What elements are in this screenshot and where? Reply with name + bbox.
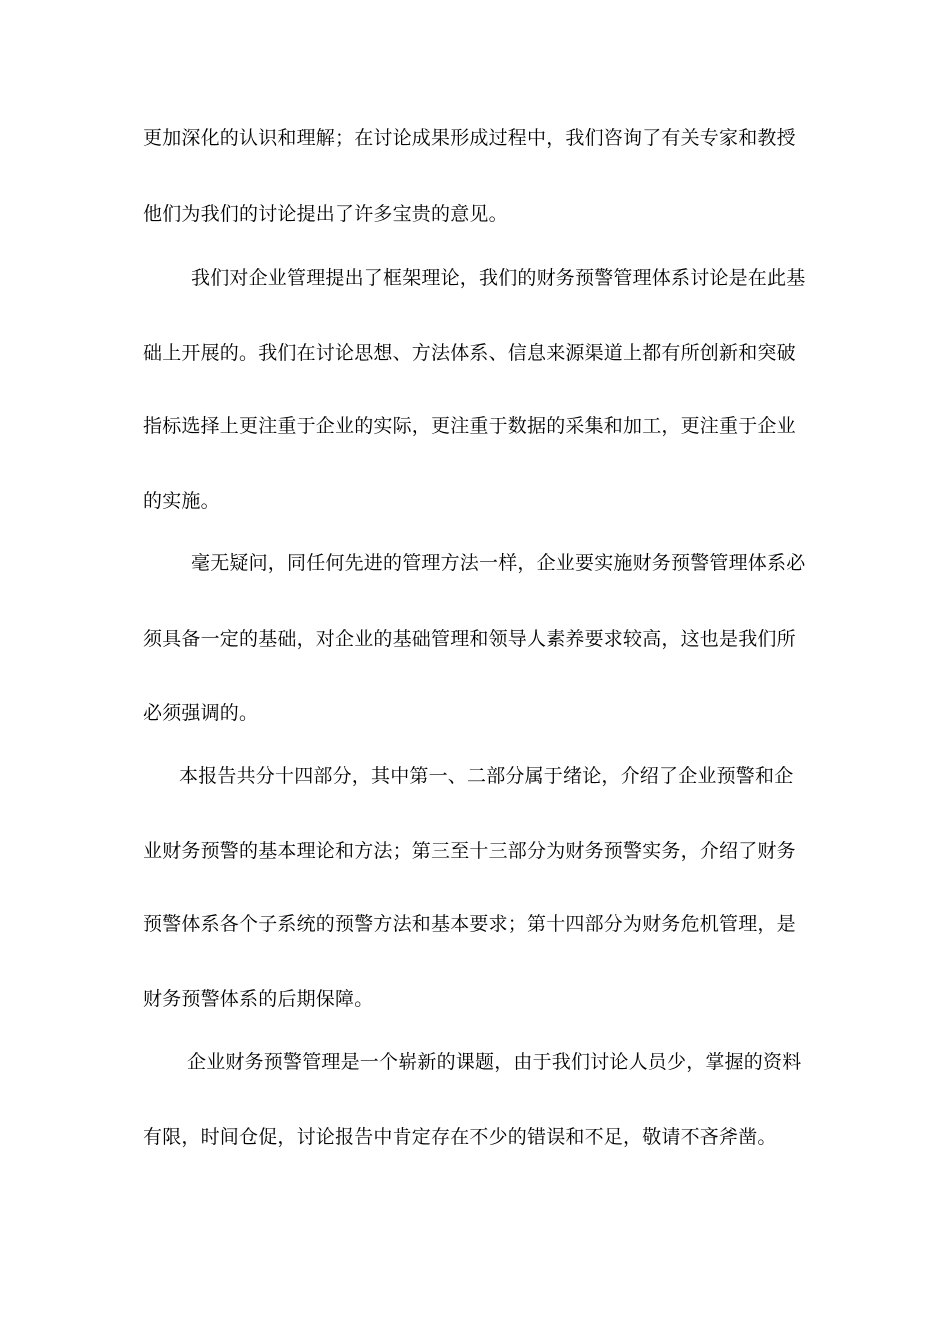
text-line-15: 有限，时间仓促，讨论报告中肯定存在不少的错误和不足，敬请不吝斧凿。 — [143, 1126, 777, 1148]
text-line-12: 预警体系各个子系统的预警方法和基本要求；第十四部分为财务危机管理，是 — [143, 913, 796, 935]
text-line-8: 须具备一定的基础，对企业的基础管理和领导人素养要求较高，这也是我们所 — [143, 628, 796, 650]
text-line-10: 本报告共分十四部分，其中第一、二部分属于绪论，介绍了企业预警和企 — [179, 765, 794, 787]
text-line-14: 企业财务预警管理是一个崭新的课题，由于我们讨论人员少，掌握的资料 — [187, 1051, 802, 1073]
text-line-6: 的实施。 — [143, 490, 220, 512]
text-line-1: 更加深化的认识和理解；在讨论成果形成过程中，我们咨询了有关专家和教授 — [143, 127, 796, 149]
text-line-11: 业财务预警的基本理论和方法；第三至十三部分为财务预警实务，介绍了财务 — [143, 840, 796, 862]
text-line-5: 指标选择上更注重于企业的实际，更注重于数据的采集和加工，更注重于企业 — [143, 415, 796, 437]
text-line-9: 必须强调的。 — [143, 702, 259, 724]
text-line-3: 我们对企业管理提出了框架理论，我们的财务预警管理体系讨论是在此基 — [191, 267, 806, 289]
text-line-2: 他们为我们的讨论提出了许多宝贵的意见。 — [143, 203, 508, 225]
text-line-4: 础上开展的。我们在讨论思想、方法体系、信息来源渠道上都有所创新和突破 — [143, 342, 796, 364]
text-line-13: 财务预警体系的后期保障。 — [143, 988, 374, 1010]
text-line-7: 毫无疑问，同任何先进的管理方法一样，企业要实施财务预警管理体系必 — [191, 552, 806, 574]
